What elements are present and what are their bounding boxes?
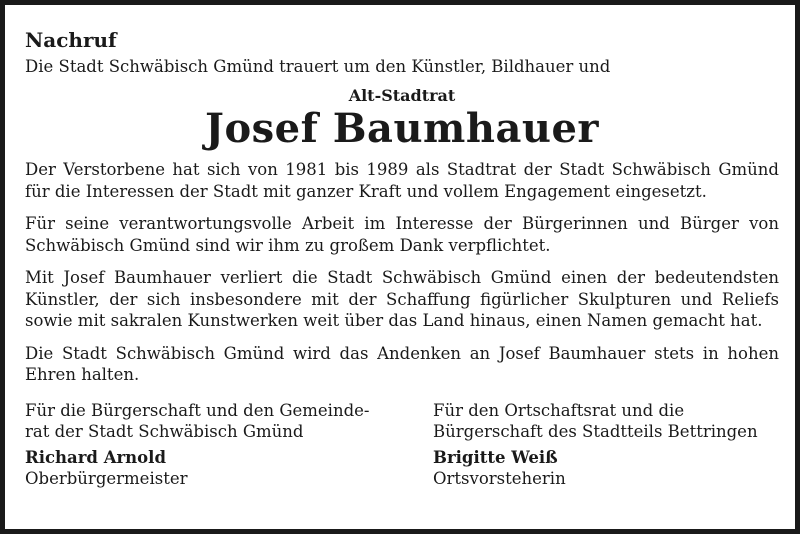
obituary-heading: Nachruf (25, 28, 117, 52)
signature-right-person: Brigitte Weiß (433, 447, 558, 467)
signature-right-role: Ortsvorsteherin (433, 469, 566, 488)
signature-block (25, 400, 779, 490)
signature-right (433, 400, 779, 490)
paragraph-service: Der Verstorbene hat sich von 1981 bis 1989 als Stadtrat der Stadt Schwäbisch Gmünd für die Interessen der Stadt mit ganzer Kraft und vollem Engagement eingesetzt. (25, 160, 779, 201)
signature-left (25, 400, 433, 490)
intro-text: Die Stadt Schwäbisch Gmünd trauert um den Künstler, Bildhauer und (25, 57, 611, 76)
signature-right-org-line1: Für den Ortschaftsrat und die (433, 400, 685, 420)
paragraph-artist: Mit Josef Baumhauer verliert die Stadt Schwäbisch Gmünd einen der bedeutendsten Künstler, der sich insbesondere mit der Schaffung figürlicher Skulpturen und Reliefs sowie mit sakralen Kunstwerken weit über das Land hinaus, einen Namen gemacht hat. (25, 268, 779, 330)
obituary-content (25, 27, 779, 490)
signature-left-org-line1: Für die Bürgerschaft und den Gemeinde- (25, 400, 370, 420)
paragraph-remembrance: Die Stadt Schwäbisch Gmünd wird das Andenken an Josef Baumhauer stets in hohen Ehren halten. (25, 343, 779, 384)
paragraph-gratitude: Für seine verantwortungsvolle Arbeit im Interesse der Bürgerinnen und Bürger von Schwäbisch Gmünd sind wir ihm zu großem Dank verpflichtet. (25, 214, 779, 255)
deceased-title: Alt-Stadtrat (348, 86, 456, 105)
deceased-name: Josef Baumhauer (205, 105, 599, 152)
signature-right-org-line2: Bürgerschaft des Stadtteils Bettringen (433, 422, 758, 441)
signature-left-role: Oberbürgermeister (25, 469, 188, 488)
signature-left-person: Richard Arnold (25, 447, 166, 467)
signature-left-org-line2: rat der Stadt Schwäbisch Gmünd (25, 422, 304, 441)
